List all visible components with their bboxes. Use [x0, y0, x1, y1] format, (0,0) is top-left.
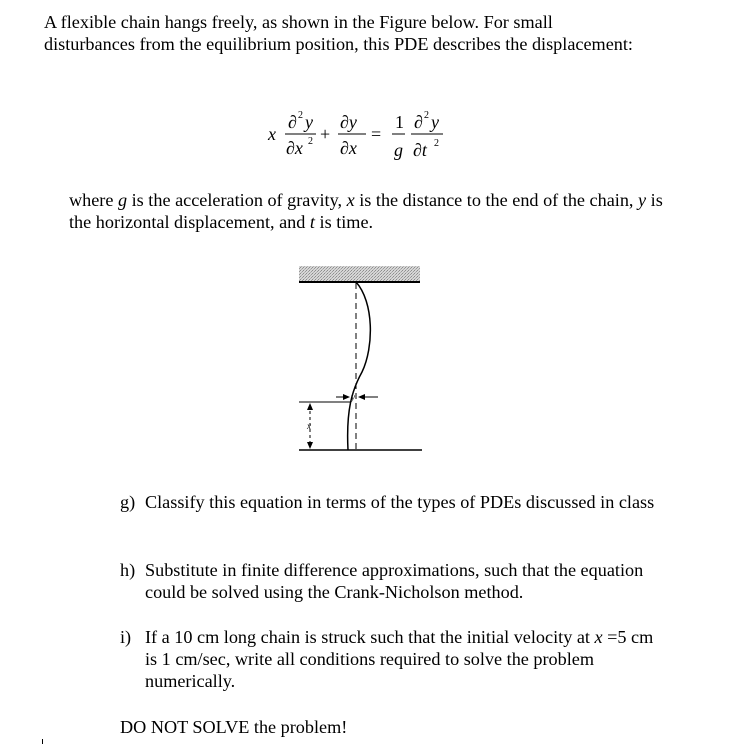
- eq-term2-num: ∂y: [340, 112, 357, 132]
- eq-rhs-num-var: y: [431, 112, 439, 132]
- hanging-chain-svg: [296, 262, 426, 457]
- eq-term1-num-sup: 2: [298, 110, 303, 121]
- eq-equals: =: [371, 124, 382, 144]
- eq-rhs-coeff-den: g: [394, 140, 403, 160]
- question-g: [120, 491, 660, 513]
- intro-paragraph: A flexible chain hangs freely, as shown in the Figure below. For small disturbances from the equilibrium position, this PDE describes the displacement:: [44, 12, 633, 54]
- question-h-letter: h): [120, 560, 136, 580]
- eq-term1-den-sup: 2: [308, 136, 313, 147]
- where-var-y: y: [638, 190, 647, 210]
- page-edge-mark: [42, 739, 43, 744]
- where-part-3: is the distance to the end of the chain,: [354, 190, 639, 210]
- where-paragraph: [69, 189, 669, 233]
- eq-term2-den: ∂x: [340, 138, 357, 158]
- final-instruction: DO NOT SOLVE the problem!: [120, 717, 348, 737]
- pde-equation-svg: [268, 100, 458, 170]
- where-part-2: is the acceleration of gravity,: [127, 190, 347, 210]
- x-label: x: [307, 421, 311, 431]
- question-g-text: Classify this equation in terms of the types of PDEs discussed in class: [145, 492, 655, 512]
- eq-term1-num-var: y: [305, 112, 313, 132]
- x-arrow-up-icon: [307, 403, 313, 410]
- where-var-t: t: [309, 212, 315, 232]
- eq-plus: +: [320, 124, 331, 144]
- eq-rhs-num-sup: 2: [424, 110, 429, 121]
- eq-rhs-den-sup: 2: [434, 138, 439, 149]
- ceiling-support: [299, 266, 420, 281]
- eq-left-coeff: x: [268, 124, 276, 144]
- eq-rhs-coeff-num: 1: [395, 112, 404, 132]
- x-arrow-down-icon: [307, 442, 313, 449]
- question-i-text-a: If a 10 cm long chain is struck such that the initial velocity at: [145, 627, 595, 647]
- eq-rhs-partial: ∂: [414, 112, 423, 132]
- hanging-chain-figure: [296, 262, 426, 457]
- eq-term1-den: ∂x: [286, 138, 303, 158]
- question-i: [120, 626, 660, 692]
- where-part-4: is the horizontal displacement, and: [69, 190, 663, 232]
- chain-curve: [348, 282, 371, 450]
- question-i-text: [120, 626, 660, 692]
- question-i-text-b: =5 cm is 1 cm/sec, write all conditions required to solve the problem numerically.: [145, 627, 654, 691]
- y-label: y: [351, 392, 355, 402]
- y-arrow-left-icon: [358, 394, 365, 400]
- question-g-letter: g): [120, 492, 136, 512]
- where-var-x: x: [346, 190, 355, 210]
- question-h-text: Substitute in finite difference approximations, such that the equation could be solved using the Crank-Nicholson method.: [145, 560, 644, 602]
- question-h: [120, 559, 660, 603]
- where-part-5: is time.: [314, 212, 374, 232]
- where-var-g: g: [117, 190, 128, 210]
- eq-rhs-den: ∂t: [413, 140, 427, 160]
- y-arrow-right-icon: [343, 394, 350, 400]
- where-part-1: where: [69, 190, 118, 210]
- question-i-var-x: x: [594, 627, 603, 647]
- question-i-letter: i): [120, 627, 132, 647]
- pde-equation: [268, 100, 458, 170]
- eq-term1-partial: ∂: [288, 112, 297, 132]
